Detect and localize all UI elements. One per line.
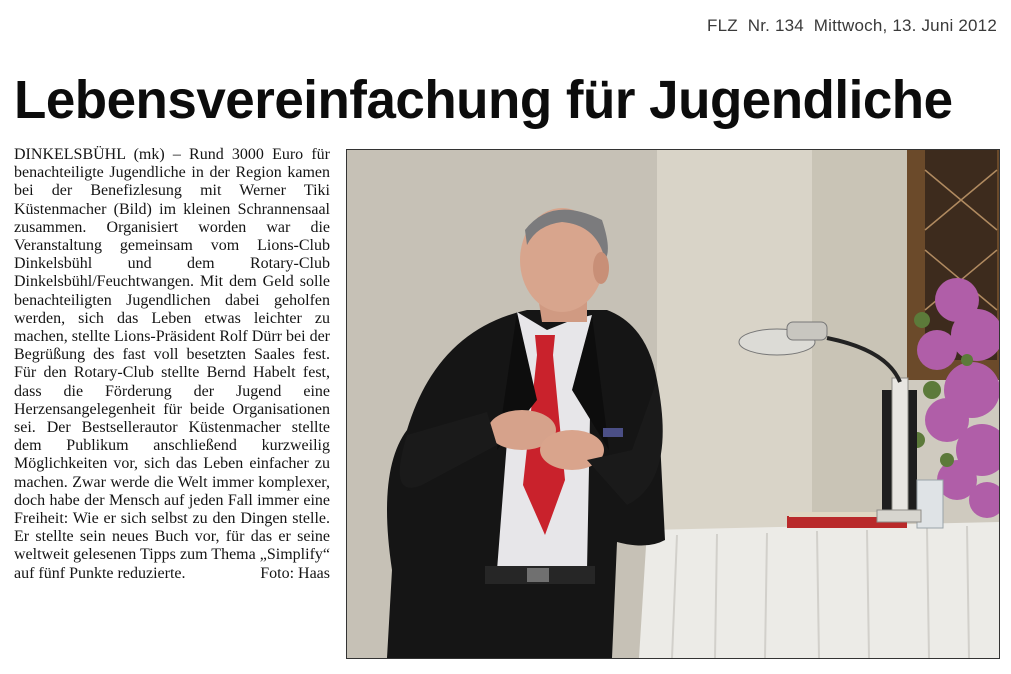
issue-number: Nr. 134 bbox=[747, 16, 804, 35]
issue-date: Mittwoch, 13. Juni 2012 bbox=[813, 16, 997, 35]
article-text bbox=[14, 146, 330, 662]
article-photo bbox=[346, 149, 1000, 659]
photo-illustration bbox=[347, 150, 999, 658]
article-body: Euro für benachteiligte Jugendliche in der Region kamen bei der Benefizlesung mit Werner Tiki Küstenmacher (Bild) im kleinen Schrannensaal zusammen. Organisiert worden war die Veranstaltung gemeinsam vom Lions-Club Dinkelsbühl und dem Rotary-Club Dinkelsbühl/Feuchtwangen. Mit dem Geld solle benachteiligten Jugendlichen dabei geholfen werden, sich das Leben etwas leichter zu machen, stellte Lions-Präsident Rolf Dürr bei der Begrüßung des fast voll besetzten Saales fest. Für den Rotary-Club stellte Bernd Habelt fest, dass die Förderung der Jugend eine Herzensangelegenheit für beide Organisationen sei. Der Bestsellerautor Küstenmacher stellte dem Publikum anschließend kurzweilig Möglichkeiten vor, sich das Leben einfacher zu machen. Zwar werde die Welt immer komplexer, doch habe der Mensch auf jeden Fall immer eine Freiheit: Wie er sich selbst zu den Dingen stelle. Er stellte sein neues Buch vor, für das er seine weltweit gelesenen Tipps zum Thema „Simplify“ auf fünf Punkte reduzierte. bbox=[14, 146, 331, 582]
photo-credit: Foto: Haas bbox=[260, 564, 330, 582]
masthead bbox=[707, 16, 997, 36]
paper-name: FLZ bbox=[707, 16, 738, 35]
headline: Lebensvereinfachung für Jugendliche bbox=[14, 70, 953, 130]
dateline: DINKELSBÜHL (mk) – Rund 3000 bbox=[14, 146, 264, 163]
